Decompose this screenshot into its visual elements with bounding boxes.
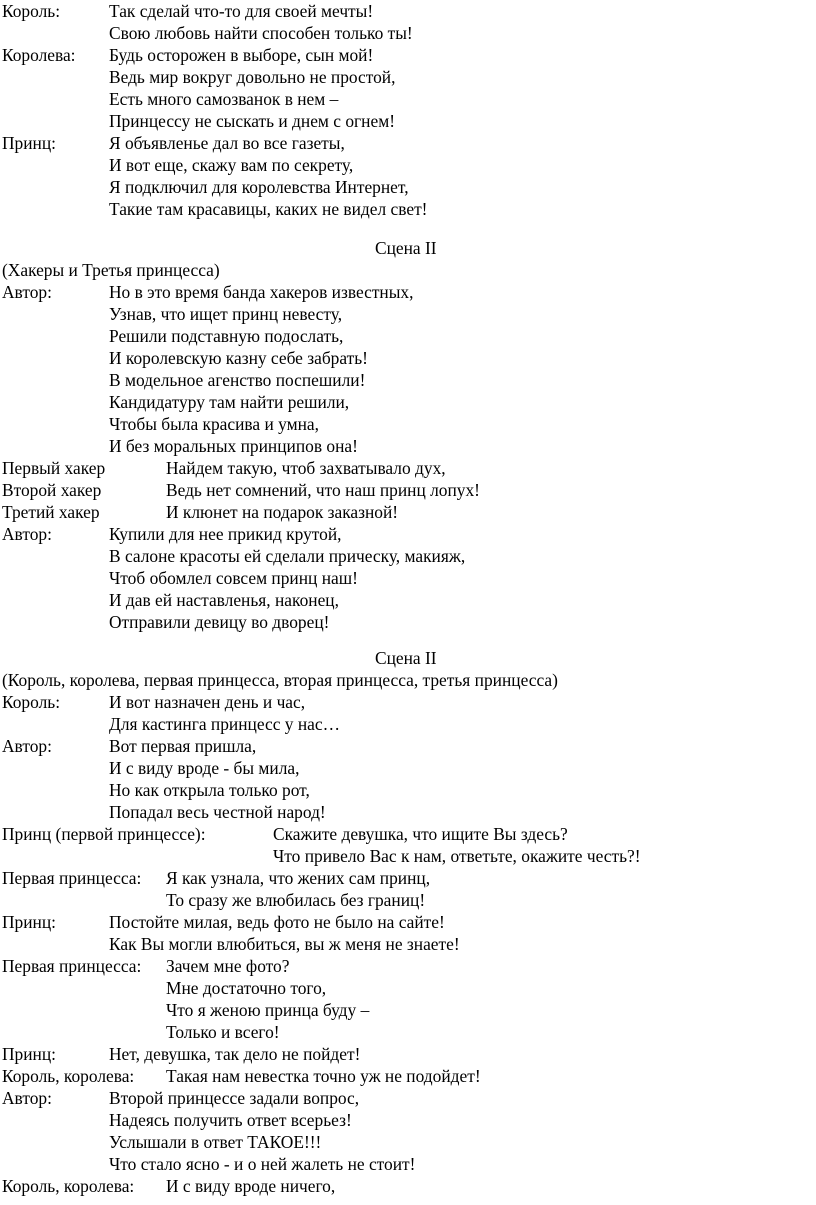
line-text: Так сделай что-то для своей мечты!: [109, 1, 374, 21]
scene-title: Сцена II: [375, 648, 437, 668]
line-text: Ведь нет сомнений, что наш принц лопух!: [166, 480, 480, 500]
line-text: И дав ей наставленья, наконец,: [109, 590, 339, 610]
speaker-label: Автор:: [2, 282, 52, 302]
line-text: И вот назначен день и час,: [109, 692, 306, 712]
speaker-label: Король, королева:: [2, 1176, 135, 1196]
line-text: Такие там красавицы, каких не видел свет!: [109, 199, 428, 219]
line-text: Скажите девушка, что ищите Вы здесь?: [273, 824, 568, 844]
line-text: Второй принцессе задали вопрос,: [109, 1088, 360, 1108]
line-text: И без моральных принципов она!: [109, 436, 358, 456]
line-text: Есть много самозванок в нем –: [109, 89, 339, 109]
line-text: Что стало ясно - и о ней жалеть не стоит!: [109, 1154, 416, 1174]
line-text: И королевскую казну себе забрать!: [109, 348, 368, 368]
line-text: Услышали в ответ ТАКОЕ!!!: [109, 1132, 322, 1152]
line-text: Чтоб обомлел совсем принц наш!: [109, 568, 358, 588]
line-text: Вот первая пришла,: [109, 736, 257, 756]
line-text: Я как узнала, что жених сам принц,: [166, 868, 431, 888]
speaker-label: Автор:: [2, 524, 52, 544]
line-text: Решили подставную подослать,: [109, 326, 344, 346]
speaker-label: Королева:: [2, 45, 76, 65]
scene-title: Сцена II: [375, 238, 437, 258]
line-text: И с виду вроде ничего,: [166, 1176, 336, 1196]
line-text: Нет, девушка, так дело не пойдет!: [109, 1044, 361, 1064]
line-text: Как Вы могли влюбиться, вы ж меня не знаете!: [109, 934, 460, 954]
line-text: И с виду вроде - бы мила,: [109, 758, 300, 778]
line-text: В салоне красоты ей сделали прическу, макияж,: [109, 546, 466, 566]
speaker-label: Автор:: [2, 736, 52, 756]
line-text: И вот еще, скажу вам по секрету,: [109, 155, 354, 175]
stage-direction-text: (Король, королева, первая принцесса, вторая принцесса, третья принцесса): [2, 670, 558, 690]
line-text: Для кастинга принцесс у нас…: [109, 714, 340, 734]
line-text: Принцессу не сыскать и днем с огнем!: [109, 111, 396, 131]
line-text: Но как открыла только рот,: [109, 780, 310, 800]
line-text: Постойте милая, ведь фото не было на сайте!: [109, 912, 445, 932]
stage-direction-text: (Хакеры и Третья принцесса): [2, 260, 220, 280]
line-text: Узнав, что ищет принц невесту,: [109, 304, 343, 324]
speaker-label: Первая принцесса:: [2, 956, 142, 976]
line-text: И клюнет на подарок заказной!: [166, 502, 399, 522]
line-text: Купили для нее прикид крутой,: [109, 524, 342, 544]
line-text: Я объявленье дал во все газеты,: [109, 133, 345, 153]
line-text: Такая нам невестка точно уж не подойдет!: [166, 1066, 481, 1086]
speaker-label: Принц:: [2, 133, 57, 153]
line-text: В модельное агенство поспешили!: [109, 370, 366, 390]
speaker-label: Король:: [2, 1, 61, 21]
line-text: Будь осторожен в выборе, сын мой!: [109, 45, 374, 65]
speaker-label: Принц:: [2, 1044, 57, 1064]
line-text: Найдем такую, чтоб захватывало дух,: [166, 458, 446, 478]
line-text: Что привело Вас к нам, ответьте, окажите честь?!: [273, 846, 641, 866]
line-text: Свою любовь найти способен только ты!: [109, 23, 413, 43]
speaker-label: Принц:: [2, 912, 57, 932]
speaker-label: Третий хакер: [2, 502, 100, 522]
speaker-label: Второй хакер: [2, 480, 102, 500]
line-text: Попадал весь честной народ!: [109, 802, 326, 822]
line-text: Надеясь получить ответ всерьез!: [109, 1110, 352, 1130]
line-text: Ведь мир вокруг довольно не простой,: [109, 67, 396, 87]
line-text: Мне достаточно того,: [166, 978, 327, 998]
speaker-label: Первый хакер: [2, 458, 106, 478]
speaker-label: Король, королева:: [2, 1066, 135, 1086]
line-text: Зачем мне фото?: [166, 956, 290, 976]
line-text: Кандидатуру там найти решили,: [109, 392, 350, 412]
line-text: Что я женою принца буду –: [166, 1000, 370, 1020]
line-text: Отправили девицу во дворец!: [109, 612, 330, 632]
speaker-label: Первая принцесса:: [2, 868, 142, 888]
line-text: Чтобы была красива и умна,: [109, 414, 319, 434]
speaker-label: Принц (первой принцессе):: [2, 824, 206, 844]
line-text: Только и всего!: [166, 1022, 280, 1042]
line-text: Я подключил для королевства Интернет,: [109, 177, 409, 197]
speaker-label: Король:: [2, 692, 61, 712]
line-text: То сразу же влюбилась без границ!: [166, 890, 426, 910]
line-text: Но в это время банда хакеров известных,: [109, 282, 414, 302]
speaker-label: Автор:: [2, 1088, 52, 1108]
